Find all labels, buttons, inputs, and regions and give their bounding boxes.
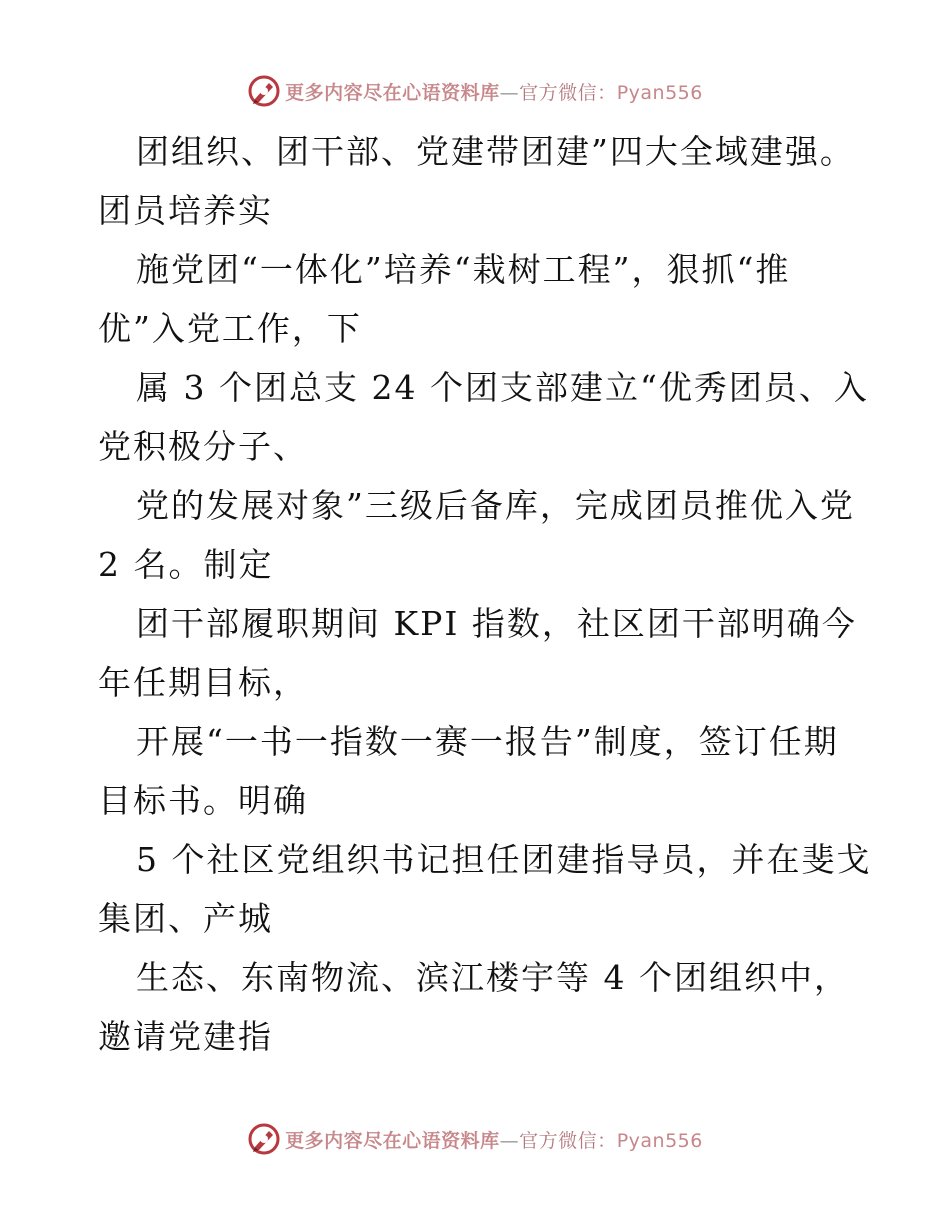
body-line: 党积极分子、 bbox=[98, 427, 308, 466]
banner-title: 更多内容尽在心语资料库 bbox=[285, 81, 500, 104]
body-line: 团干部履职期间 KPI 指数，社区团干部明确今 bbox=[136, 604, 857, 643]
body-line: 团组织、团干部、党建带团建”四大全域建强。 bbox=[136, 132, 855, 171]
pen-logo-icon bbox=[247, 74, 281, 108]
pen-logo-icon bbox=[247, 1122, 281, 1156]
body-line: 目标书。明确 bbox=[98, 781, 308, 820]
body-line: 党的发展对象”三级后备库，完成团员推优入党 bbox=[136, 486, 855, 525]
body-line: 生态、东南物流、滨江楼宇等 4 个团组织中， bbox=[136, 958, 849, 997]
body-line: 团员培养实 bbox=[98, 191, 273, 230]
body-line: 开展“一书一指数一赛一报告”制度，签订任期 bbox=[136, 722, 839, 761]
banner-wechat-label: 官方微信： bbox=[519, 1129, 617, 1152]
body-line: 集团、产城 bbox=[98, 899, 273, 938]
body-line: 2 名。制定 bbox=[98, 545, 274, 584]
banner-dash: — bbox=[499, 81, 520, 104]
document-body bbox=[98, 122, 872, 1066]
banner-wechat-id: Pyan556 bbox=[616, 81, 703, 104]
body-line: 施党团“一体化”培养“栽树工程”，狠抓“推 bbox=[136, 250, 791, 289]
banner-dash: — bbox=[499, 1129, 520, 1152]
body-line: 5 个社区党组织书记担任团建指导员，并在斐戈 bbox=[136, 840, 872, 879]
header-banner bbox=[0, 71, 950, 111]
banner-wechat-label: 官方微信： bbox=[519, 81, 617, 104]
body-line: 属 3 个团总支 24 个团支部建立“优秀团员、入 bbox=[136, 368, 869, 407]
body-line: 年任期目标， bbox=[98, 663, 308, 702]
banner-title: 更多内容尽在心语资料库 bbox=[285, 1129, 500, 1152]
body-line: 优”入党工作，下 bbox=[98, 309, 362, 348]
banner-wechat-id: Pyan556 bbox=[616, 1129, 703, 1152]
body-line: 邀请党建指 bbox=[98, 1017, 273, 1056]
footer-banner bbox=[0, 1119, 950, 1159]
